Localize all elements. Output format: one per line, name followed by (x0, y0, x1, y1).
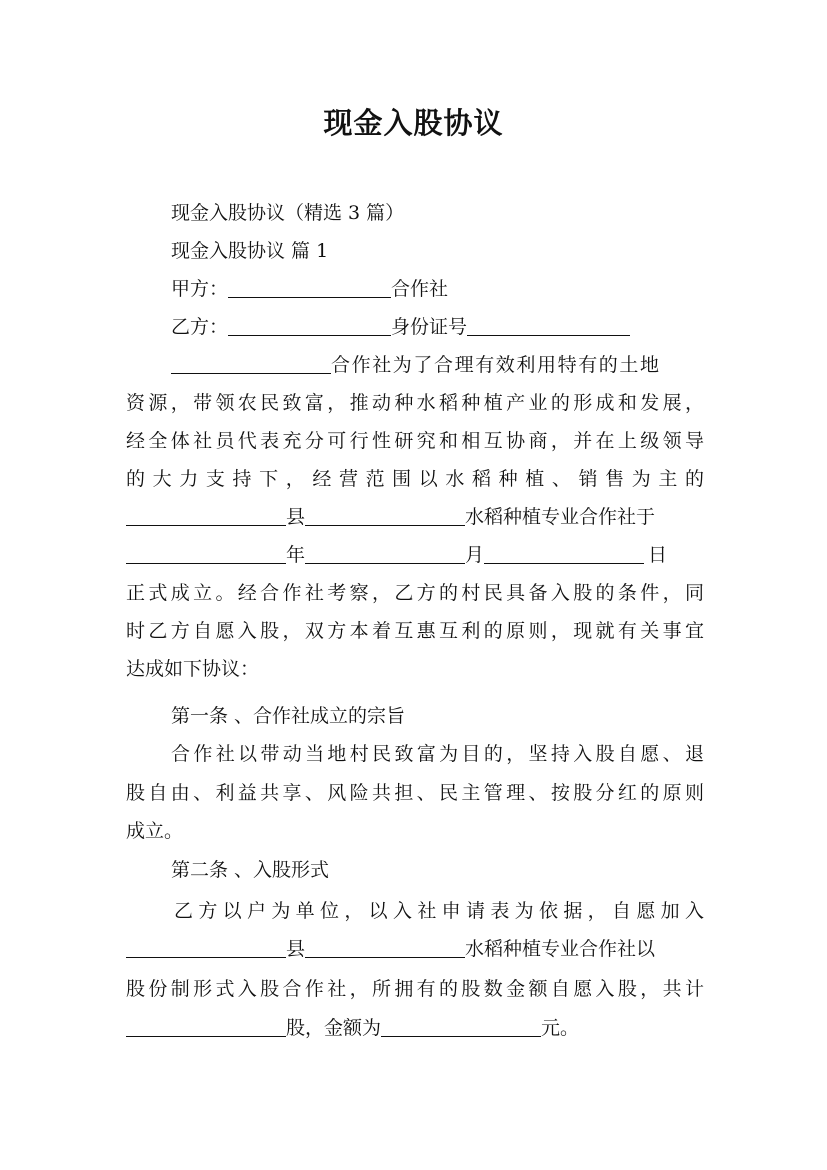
blank-field (305, 544, 465, 564)
article-2-line-2 (126, 936, 704, 962)
blank-field (467, 316, 630, 336)
blank-field (228, 316, 391, 336)
intro-text: 水稻种植专业合作社于 (465, 506, 656, 528)
article-2-line-4 (126, 1015, 704, 1041)
document-title: 现金入股协议 (323, 106, 504, 140)
subtitle: 现金入股协议（精选 3 篇） (171, 202, 405, 224)
article-1-line-3: 成立。 (126, 820, 184, 842)
party-b-label: 乙方： (171, 316, 229, 338)
intro-line-8: 时乙方自愿入股，双方本着互惠互利的原则，现就有关事宜 (126, 620, 704, 642)
intro-line-1 (171, 352, 704, 378)
yuan-label: 元。 (541, 1017, 580, 1039)
article-2-line-3: 股份制形式入股合作社，所拥有的股数金额自愿入股，共计 (126, 978, 704, 1000)
county-label: 县 (286, 506, 306, 528)
blank-field (305, 506, 465, 526)
blank-field (228, 278, 391, 298)
shares-label: 股，金额为 (286, 1017, 382, 1039)
article-1-heading: 第一条 、合作社成立的宗旨 (171, 705, 406, 727)
article-2-text: 水稻种植专业合作社以 (465, 938, 656, 960)
day-label: 日 (648, 544, 668, 566)
article-1-line-1: 合作社以带动当地村民致富为目的，坚持入股自愿、退 (171, 743, 704, 765)
blank-field (381, 1017, 541, 1037)
blank-field (484, 544, 644, 564)
month-label: 月 (465, 544, 485, 566)
article-1-line-2: 股自由、利益共享、风险共担、民主管理、按股分红的原则 (126, 782, 704, 804)
party-a-line (171, 276, 704, 302)
intro-line-2: 资源，带领农民致富，推动种水稻种植产业的形成和发展， (126, 392, 704, 414)
county-label: 县 (286, 938, 306, 960)
party-a-suffix: 合作社 (391, 278, 449, 300)
blank-field (126, 506, 286, 526)
blank-field (305, 938, 465, 958)
intro-line-7: 正式成立。经合作社考察，乙方的村民具备入股的条件，同 (126, 582, 704, 604)
year-label: 年 (286, 544, 306, 566)
intro-line-3: 经全体社员代表充分可行性研究和相互协商，并在上级领导 (126, 430, 704, 452)
intro-line-9: 达成如下协议： (126, 658, 260, 680)
intro-line-4: 的大力支持下，经营范围以水稻种植、销售为主的 (126, 468, 704, 490)
intro-line-6 (126, 542, 704, 568)
blank-field (171, 354, 331, 374)
intro-line-5 (126, 504, 704, 530)
article-2-line-1: 乙方以户为单位，以入社申请表为依据，自愿加入 (174, 900, 704, 922)
party-a-label: 甲方： (171, 278, 229, 300)
section-heading: 现金入股协议 篇 1 (171, 240, 329, 262)
blank-field (126, 544, 286, 564)
article-2-heading: 第二条 、入股形式 (171, 859, 330, 881)
blank-field (126, 1017, 286, 1037)
blank-field (126, 938, 286, 958)
party-b-line (171, 314, 704, 340)
intro-text: 合作社为了合理有效利用特有的土地 (331, 354, 661, 376)
id-label: 身份证号 (391, 316, 468, 338)
